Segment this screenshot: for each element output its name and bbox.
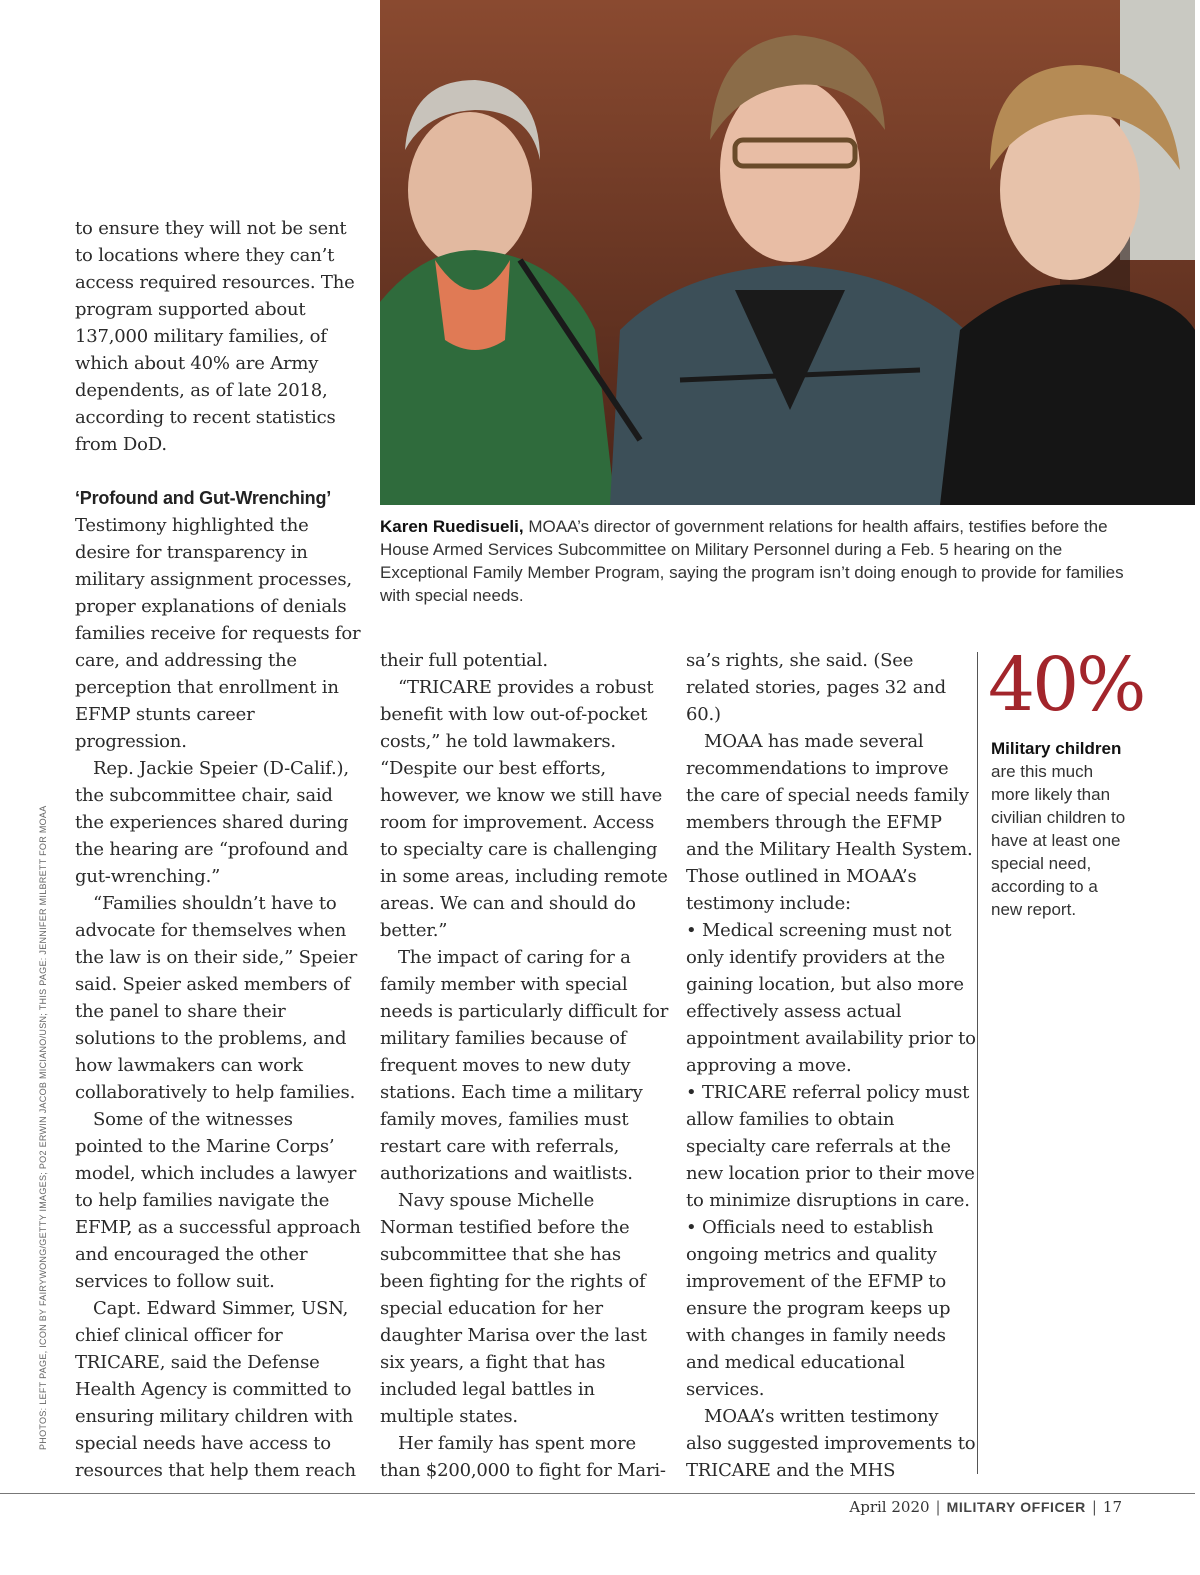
sidebar-divider <box>977 652 978 1474</box>
bullet-item: • TRICARE referral policy must allow families to obtain specialty care referrals at the new location prior to their move to minimize disruptions in care. <box>686 1079 976 1214</box>
bullet-item: • Officials need to establish ongoing metrics and quality improvement of the EFMP to ensure the program keeps up with changes in family needs and medical educational services. <box>686 1214 976 1403</box>
section-heading: ‘Profound and Gut-Wrenching’ <box>75 488 332 508</box>
paragraph: to ensure they will not be sent to locations where they can’t access required resources. The program supported about 137,000 military families, of which about 40% are Army dependents, as of late 2018, according to recent statistics from DoD. <box>75 218 355 455</box>
footer-magazine: MILITARY OFFICER <box>946 1499 1086 1515</box>
page-footer <box>849 1496 1122 1518</box>
column-2 <box>380 647 670 1484</box>
column-1 <box>75 485 365 1484</box>
paragraph: their full potential. <box>380 650 548 671</box>
photo-credit: PHOTOS: LEFT PAGE, ICON BY FAIRYWONG/GETTY IMAGES; PO2 ERWIN JACOB MICIANO/USN; THIS PAGE: JENNIFER MILBRETT FOR MOAA <box>38 805 48 1450</box>
paragraph: sa’s rights, she said. (See related stories, pages 32 and 60.) <box>686 650 946 725</box>
paragraph: Capt. Edward Simmer, USN, chief clinical officer for TRICARE, said the Defense Health Agency is committed to ensuring military children with special needs have access to resources that help them reach <box>75 1298 356 1481</box>
paragraph: Her family has spent more than $200,000 to fight for Mari- <box>380 1433 666 1481</box>
photo-caption <box>380 515 1150 607</box>
paragraph: Navy spouse Michelle Norman testified before the subcommittee that she has been fighting for the rights of special education for her daughter Marisa over the last six years, a fight that has included legal battles in multiple states. <box>380 1190 647 1427</box>
stat-number: 40% <box>988 642 1144 728</box>
bullet-item: • Medical screening must not only identify providers at the gaining location, but also more effectively assess actual appointment availability prior to approving a move. <box>686 917 976 1079</box>
paragraph: The impact of caring for a family member with special needs is particularly difficult for military families because of frequent moves to new duty stations. Each time a military family moves, families must restart care with referrals, authorizations and waitlists. <box>380 947 669 1184</box>
column-1-top <box>75 215 365 458</box>
caption-text: MOAA’s director of government relations for health affairs, testifies before the House Armed Services Subcommittee on Military Personnel during a Feb. 5 hearing on the Exceptional Family Member Program, saying the program isn’t doing enough to provide for families with special needs. <box>380 517 1124 605</box>
footer-date: April 2020 <box>849 1498 930 1516</box>
stat-description <box>991 737 1131 921</box>
page-number: 17 <box>1102 1498 1122 1516</box>
paragraph: MOAA has made several recommendations to improve the care of special needs family members through the EFMP and the Military Health System. Those outlined in MOAA’s testimony include: <box>686 731 973 914</box>
footer-separator: | <box>935 1498 941 1516</box>
column-3 <box>686 647 976 1484</box>
stat-bold-text: Military children <box>991 739 1122 758</box>
footer-divider <box>0 1493 1195 1494</box>
paragraph: Testimony highlighted the desire for transparency in military assignment processes, proper explanations of denials families receive for requests for care, and addressing the perception that enrollment in EFMP stunts career progression. <box>75 515 361 752</box>
footer-separator: | <box>1091 1498 1097 1516</box>
paragraph: Some of the witnesses pointed to the Marine Corps’ model, which includes a lawyer to help families navigate the EFMP, as a successful approach and encouraged the other services to follow suit. <box>75 1109 361 1292</box>
hearing-photo <box>380 0 1195 505</box>
stat-text: are this much more likely than civilian children to have at least one special need, according to a new report. <box>991 762 1126 919</box>
paragraph: “Families shouldn’t have to advocate for themselves when the law is on their side,” Speier said. Speier asked members of the panel to share their solutions to the problems, and how lawmakers can work collaboratively to help families. <box>75 893 357 1103</box>
caption-name: Karen Ruedisueli, <box>380 517 524 536</box>
paragraph: MOAA’s written testimony also suggested improvements to TRICARE and the MHS <box>686 1406 976 1481</box>
photo-illustration <box>380 0 1195 505</box>
paragraph: “TRICARE provides a robust benefit with low out-of-pocket costs,” he told lawmakers. “Despite our best efforts, however, we know we still have room for improvement. Access to specialty care is challenging in some areas, including remote areas. We can and should do better.” <box>380 677 668 941</box>
paragraph: Rep. Jackie Speier (D-Calif.), the subcommittee chair, said the experiences shared during the hearing are “profound and gut-wrenching.” <box>75 758 349 887</box>
